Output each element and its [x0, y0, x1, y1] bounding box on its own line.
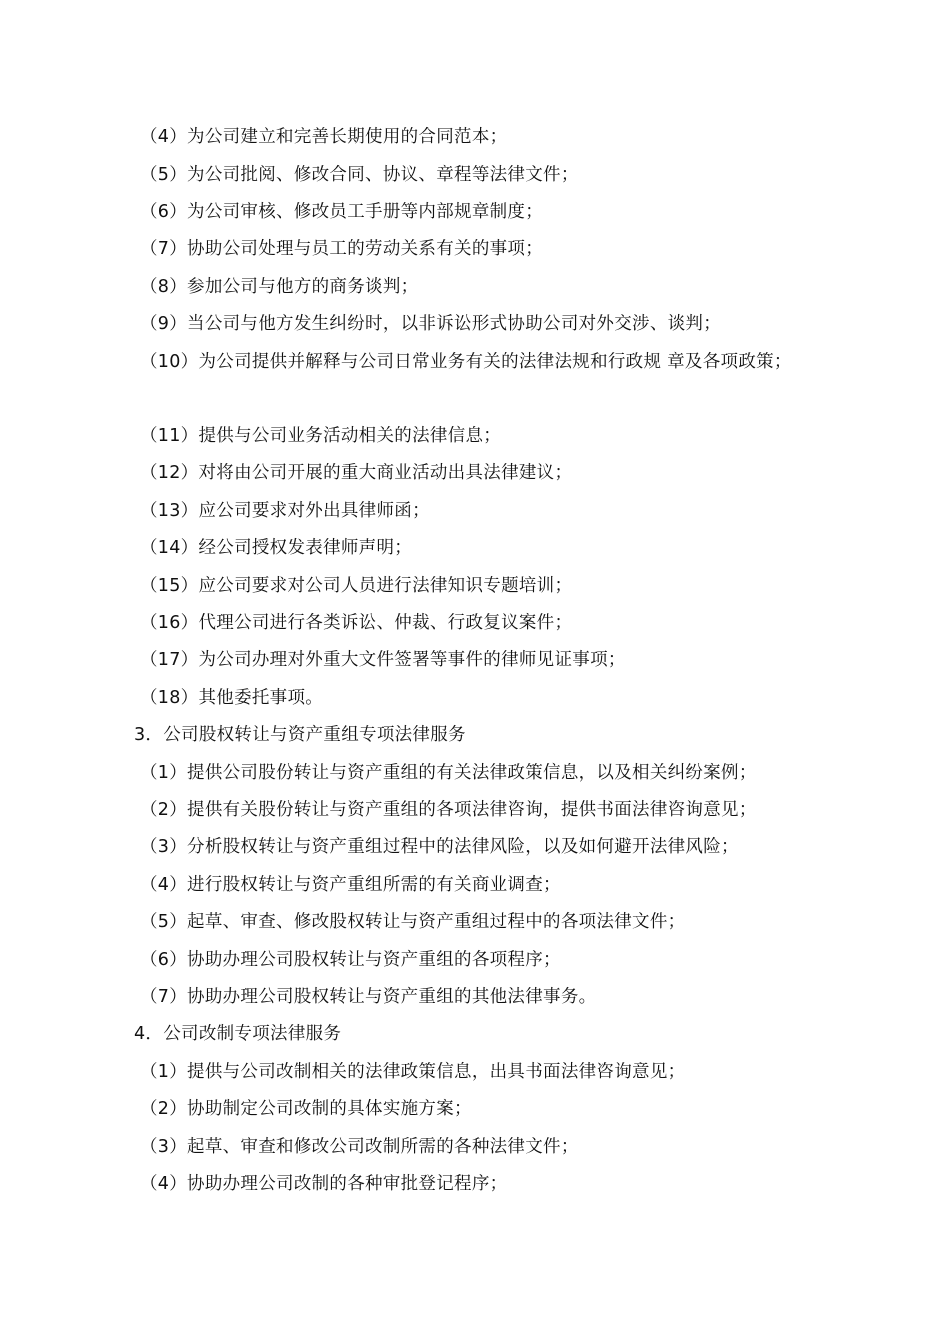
list-item: （4）进行股权转让与资产重组所需的有关商业调查；	[140, 875, 561, 895]
list-item: （4）协助办理公司改制的各种审批登记程序；	[140, 1174, 508, 1194]
list-item: （1）提供公司股份转让与资产重组的有关法律政策信息，以及相关纠纷案例；	[140, 763, 757, 783]
list-item: （3）分析股权转让与资产重组过程中的法律风险，以及如何避开法律风险；	[140, 837, 739, 857]
section-heading: 3．公司股权转让与资产重组专项法律服务	[134, 725, 466, 745]
list-item: （1）提供与公司改制相关的法律政策信息，出具书面法律咨询意见；	[140, 1062, 686, 1082]
list-item: （4）为公司建立和完善长期使用的合同范本；	[140, 127, 508, 147]
list-item: （8）参加公司与他方的商务谈判；	[140, 277, 419, 297]
list-item: （18）其他委托事项。	[140, 688, 324, 708]
list-item: （5）为公司批阅、修改合同、协议、章程等法律文件；	[140, 165, 579, 185]
list-item: （10）为公司提供并解释与公司日常业务有关的法律法规和行政规 章及各项政策；	[140, 352, 792, 372]
list-item: （15）应公司要求对公司人员进行法律知识专题培训；	[140, 576, 573, 596]
list-item: （9）当公司与他方发生纠纷时，以非诉讼形式协助公司对外交涉、谈判；	[140, 314, 722, 334]
list-item: （7）协助办理公司股权转让与资产重组的其他法律事务。	[140, 987, 597, 1007]
list-item: （6）为公司审核、修改员工手册等内部规章制度；	[140, 202, 544, 222]
list-item: （7）协助公司处理与员工的劳动关系有关的事项；	[140, 239, 544, 259]
list-item: （13）应公司要求对外出具律师函；	[140, 501, 430, 521]
list-item: （5）起草、审查、修改股权转让与资产重组过程中的各项法律文件；	[140, 912, 686, 932]
list-item: （12）对将由公司开展的重大商业活动出具法律建议；	[140, 463, 573, 483]
list-item: （2）协助制定公司改制的具体实施方案；	[140, 1099, 472, 1119]
list-item: （14）经公司授权发表律师声明；	[140, 538, 413, 558]
list-item: （3）起草、审查和修改公司改制所需的各种法律文件；	[140, 1137, 579, 1157]
list-item: （2）提供有关股份转让与资产重组的各项法律咨询，提供书面法律咨询意见；	[140, 800, 757, 820]
list-item: （17）为公司办理对外重大文件签署等事件的律师见证事项；	[140, 650, 626, 670]
list-item: （16）代理公司进行各类诉讼、仲裁、行政复议案件；	[140, 613, 573, 633]
list-item: （6）协助办理公司股权转让与资产重组的各项程序；	[140, 950, 561, 970]
section-heading: 4．公司改制专项法律服务	[134, 1024, 342, 1044]
list-item: （11）提供与公司业务活动相关的法律信息；	[140, 426, 502, 446]
